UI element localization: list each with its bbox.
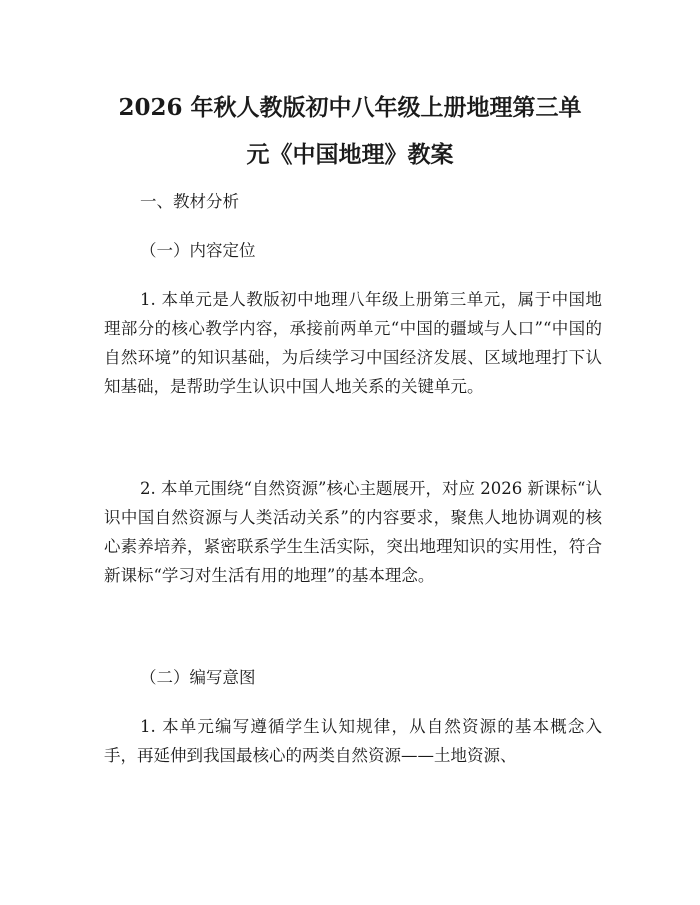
paragraph-2: 2. 本单元围绕“自然资源”核心主题展开，对应 2026 新课标“认识中国自然资源与人类活动关系”的内容要求，聚焦人地协调观的核心素养培养，紧密联系学生生活实际，突出地理知识的实用性，符合新课标“学习对生活有用的地理”的基本理念。: [104, 479, 602, 585]
title-line-2: 元《中国地理》教案: [246, 141, 454, 168]
title-line-1: 2026 年秋人教版初中八年级上册地理第三单: [118, 94, 582, 121]
paragraph-1: 1. 本单元是人教版初中地理八年级上册第三单元，属于中国地理部分的核心教学内容，承接前两单元“中国的疆域与人口”“中国的自然环境”的知识基础，为后续学习中国经济发展、区域地理打下认知基础，是帮助学生认识中国人地关系的关键单元。: [104, 290, 602, 396]
subsection-heading-writing-intent: （二）编写意图: [140, 668, 256, 687]
subsection-heading-content-positioning: （一）内容定位: [140, 241, 256, 260]
document-title: [95, 84, 605, 178]
paragraph-3: 1. 本单元编写遵循学生认知规律，从自然资源的基本概念入手，再延伸到我国最核心的两类自然资源——土地资源、: [104, 717, 602, 765]
section-heading-textbook-analysis: 一、教材分析: [140, 192, 239, 211]
